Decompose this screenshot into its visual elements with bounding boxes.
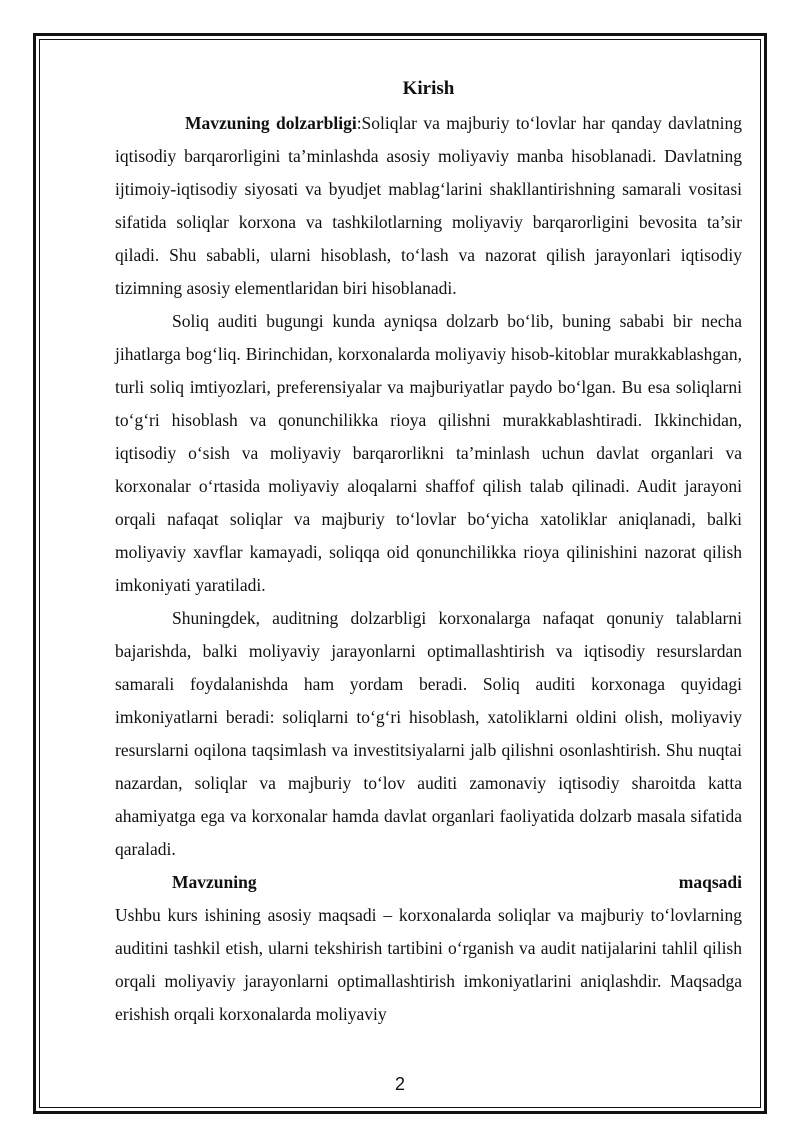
paragraph-tax-audit: Soliq auditi bugungi kunda ayniqsa dolzarb bo‘lib, buning sababi bir necha jihatlarga bog‘liq. Birinchidan, korxonalarda moliyaviy hisob-kitoblar murakkablashgan, turli soliq imtiyozlari, preferensiyalar va majburiyatlar paydo bo‘lgan. Bu esa soliqlarni to‘g‘ri hisoblash va qonunchilikka rioya qilishni murakkablashtiradi. Ikkinchidan, iqtisodiy o‘sish va moliyaviy barqarorlikni ta’minlash uchun davlat organlari va korxonalar o‘rtasida moliyaviy aloqalarni shaffof qilish talab qilinadi. Audit jarayoni orqali nafaqat soliqlar va majburiy to‘lovlar bo‘yicha xatoliklar aniqlanadi, balki moliyaviy xavflar kamayadi, soliqqa oid qonunchilikka rioya qilinishini nazorat qilish imkoniyati yaratiladi. bbox=[115, 311, 742, 595]
paragraph-goal: Ushbu kurs ishining asosiy maqsadi – korxonalarda soliqlar va majburiy to‘lovlarning auditini tashkil etish, ularni tekshirish tartibini o‘rganish va audit natijalarini tahlil qilish orqali moliyaviy jarayonlarni optimallashtirish imkoniyatlarini aniqlashdir. Maqsadga erishish orqali korxonalarda moliyaviy bbox=[115, 905, 742, 1024]
document-title: Kirish bbox=[402, 78, 455, 99]
paragraph-audit-relevance: Shuningdek, auditning dolzarbligi korxonalarga nafaqat qonuniy talablarni bajarishda, balki moliyaviy jarayonlarni optimallashtirish va iqtisodiy resurslardan samarali foydalanishda ham yordam beradi. Soliq auditi korxonaga quyidagi imkoniyatlarni beradi: soliqlarni to‘g‘ri hisoblash, xatoliklarni oldini olish, moliyaviy resurslarni oqilona taqsimlash va investitsiyalarni jalb qilishni osonlashtirish. Shu nuqtai nazardan, soliqlar va majburiy to‘lov auditi zamonaviy iqtisodiy sharoitda katta ahamiyatga ega va korxonalar hamda davlat organlari faoliyatida dolzarb masala sifatida qaraladi. bbox=[115, 608, 742, 859]
relevance-heading: Mavzuning dolzarbligi bbox=[185, 113, 357, 133]
paragraph-relevance bbox=[115, 107, 742, 305]
goal-heading-right: maqsadi bbox=[678, 872, 742, 892]
goal-heading bbox=[115, 866, 742, 899]
relevance-text: :Soliqlar va majburiy to‘lovlar har qanday davlatning iqtisodiy barqarorligini ta’minlashda asosiy moliyaviy manba hisoblanadi. Davlatning ijtimoiy-iqtisodiy siyosati va byudjet mablag‘larini shakllantirishning samarali vositasi sifatida soliqlar korxona va tashkilotlarning moliyaviy barqarorligini bevosita ta’sir qiladi. Shu sababli, ularni hisoblash, to‘lash va nazorat qilish jarayonlari iqtisodiy tizimning asosiy elementlaridan biri hisoblanadi. bbox=[115, 113, 743, 298]
page-number: 2 bbox=[394, 1074, 405, 1094]
document-body bbox=[115, 74, 742, 1031]
goal-heading-left: Mavzuning bbox=[172, 872, 257, 892]
